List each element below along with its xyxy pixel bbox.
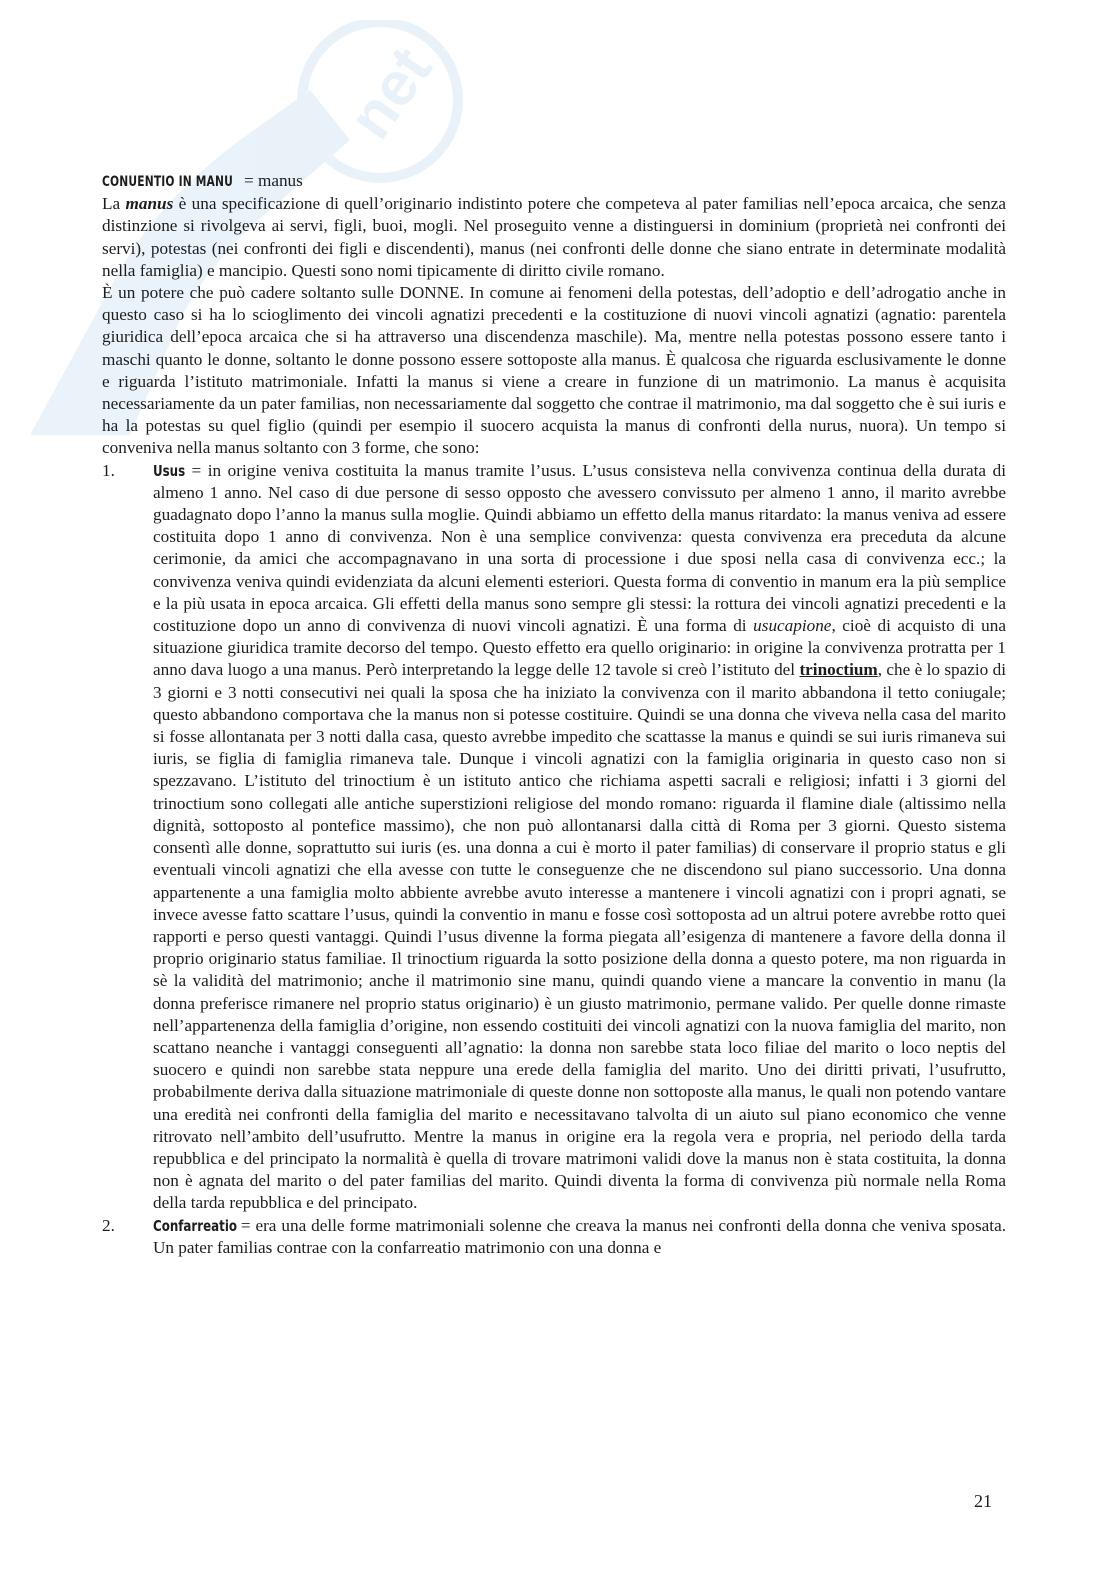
list-number: 2. — [102, 1215, 115, 1235]
intro-text-b: è una specificazione di quell’originario indistinto potere che competeva al pater familias nell’epoca arcaica, che senza distinzione si rivolgeva ai servi, figli, buoi, mogli. Nel proseguito venne a distinguersi in dominium (proprietà nei confronti dei servi), potestas (nei confronti dei figli e discendenti), manus (nei confronti delle donne che siano entrate in determinate modalità nella famiglia) e mancipio. Questi sono nomi tipicamente di diritto civile romano. — [102, 194, 1006, 280]
confarreatio-text: = era una delle forme matrimoniali solenne che creava la manus nei confronti della donna che veniva sposata. Un pater familias contrae con la confarreatio matrimonio con una donna e — [153, 1215, 1006, 1257]
term-confarreatio: Confarreatio — [153, 1216, 238, 1235]
section-heading: CONUENTIO IN MANU — [102, 174, 233, 190]
usucapione-term: usucapione — [753, 616, 832, 636]
list-item-confarreatio — [102, 1215, 1006, 1259]
usus-text-b: , cioè di acquisto di una situazione giuridica tramite decorso del tempo. Questo effetto era quello originario: in origine la convivenza protratta per 1 anno dava luogo a una manus. Però interpretando la legge delle 12 tavole si creò l’istituto del — [153, 616, 1007, 680]
trinoctium-term: trinoctium — [799, 660, 878, 680]
forms-list — [102, 460, 1006, 1259]
watermark-brand: net — [335, 35, 446, 152]
section-heading-line — [102, 170, 1006, 193]
document-page — [102, 170, 1006, 1259]
usus-text-c: , che è lo spazio di 3 giorni e 3 notti consecutivi nei quali la sposa che ha iniziato la convivenza con il marito abbandona il tetto coniugale; questo abbandono comportava che la manus non si potesse costituire. Quindi se una donna che viveva nella casa del marito si fosse allontanata per 3 notti dalla casa, questo avrebbe impedito che scattasse la manus e quindi se sui iuris rimaneva sui iuris, se figlia di famiglia rimaneva tale. Dunque i vincoli agnatizi con la famiglia originaria in questo caso non si spezzavano. L’istituto del trinoctium è un istituto antico che richiama aspetti sacrali e religiosi; infatti i 3 giorni del trinoctium sono collegati alle antiche superstizioni religiose del mondo romano: riguarda il flamine diale (altissimo nella dignità, sottoposto al pontefice massimo), che non può allontanarsi dalla città di Roma per 3 giorni. Questo sistema consentì alle donne, soprattutto sui iuris (es. una donna a cui è morto il pater familias) di conservare il proprio status e gli eventuali vincoli agnatizi che ella avesse con tutte le conseguenze che ne discendono sul piano successorio. Una donna appartenente a una famiglia molto abbiente avrebbe avuto interesse a mantenere i vincoli agnatizi con i propri agnati, se invece avesse fatto scattare l’usus, quindi la conventio in manu e fosse così sottoposta ad un altrui potere avrebbe rotto quei rapporti e perso questi vantaggi. Quindi l’usus divenne la forma piegata all’esigenza di mantenere a favore della donna il proprio originario status familiae. Il trinoctium riguarda la sotto posizione della donna a questo potere, ma non riguarda in sè la validità del matrimonio; anche il matrimonio sine manu, quindi quando viene a mancare la conventio in manu (la donna preferisce rimanere nel proprio status originario) è un giusto matrimonio, permane valido. Per quelle donne rimaste nell’appartenenza della famiglia d’origine, non essendo costituiti dei vincoli agnatizi con la nuova famiglia del marito, non scattano neanche i vantaggi conseguenti all’agnatio: la donna non sarebbe stata loco filiae del marito o loco neptis del suocero e quindi non sarebbe stata neppure una erede della famiglia del marito. Uno dei diritti privati, l’usufrutto, probabilmente deriva dalla situazione matrimoniale di queste donne non sottoposte alla manus, le quali non potendo vantare una eredità nei confronti della famiglia del marito e necessitavano talvolta di un aiuto sul piano economico che venne ritrovato nell’ambito dell’usufrutto. Mentre la manus in origine era la regola vera e propria, nel periodo della tarda repubblica e del principato la normalità è quella di trovare matrimoni validi dove la manus non è stata costituita, la donna non è agnata del marito o del pater familias del marito. Quindi diventa la forma di convivenza più normale nella Roma della tarda repubblica e del principato. — [153, 660, 1006, 1213]
term-usus: Usus — [153, 461, 186, 480]
usus-text-a: = in origine veniva costituita la manus tramite l’usus. L’usus consisteva nella convivenza continua della durata di almeno 1 anno. Nel caso di due persone di sesso opposto che avessero convissuto per almeno 1 anno, il marito avrebbe guadagnato dopo l’anno la manus sulla moglie. Quindi abbiamo un effetto della manus ritardato: la manus veniva ad essere costituita dopo 1 anno di convivenza. Non è una semplice convivenza: questa convivenza era preceduta da alcune cerimonie, da amici che accompagnavano in una sorta di processione i due sposi nella casa di convivenza ecc.; la convivenza veniva quindi evidenziata da alcuni elementi esteriori. Questa forma di conventio in manum era la più semplice e la più usata in epoca arcaica. Gli effetti della manus sono sempre gli stessi: la rottura dei vincoli agnatizi precedenti e la costituzione dopo un anno di convivenza di nuovi vincoli agnatizi. È una forma di — [153, 460, 1006, 636]
intro-text-a: La — [102, 194, 126, 214]
list-item-usus — [102, 460, 1006, 1215]
intro-paragraph-1 — [102, 193, 1006, 282]
list-number: 1. — [102, 460, 115, 480]
page-number: 21 — [974, 1491, 992, 1511]
section-heading-suffix: = manus — [239, 171, 303, 190]
intro-paragraph-2: È un potere che può cadere soltanto sulle DONNE. In comune ai fenomeni della potestas, dell’adoptio e dell’adrogatio anche in questo caso si ha lo scioglimento dei vincoli agnatizi precedenti e la costituzione di nuovi vincoli agnatizi (agnatio: parentela giuridica dell’epoca arcaica che si ha attraverso una discendenza maschile). Ma, mentre nella potestas possono essere tanto i maschi quanto le donne, soltanto le donne possono essere sottoposte alla manus. È qualcosa che riguarda esclusivamente le donne e riguarda l’istituto matrimoniale. Infatti la manus si viene a creare in funzione di un matrimonio. La manus è acquisita necessariamente da un pater familias, non necessariamente dal soggetto che contrae il matrimonio, ma dal soggetto che è sui iuris e ha la potestas su quel figlio (quindi per esempio il suocero acquista la manus di confronti della nurus, nuora). Un tempo si conveniva nella manus soltanto con 3 forme, che sono: — [102, 283, 1006, 458]
manus-term: manus — [125, 194, 174, 214]
